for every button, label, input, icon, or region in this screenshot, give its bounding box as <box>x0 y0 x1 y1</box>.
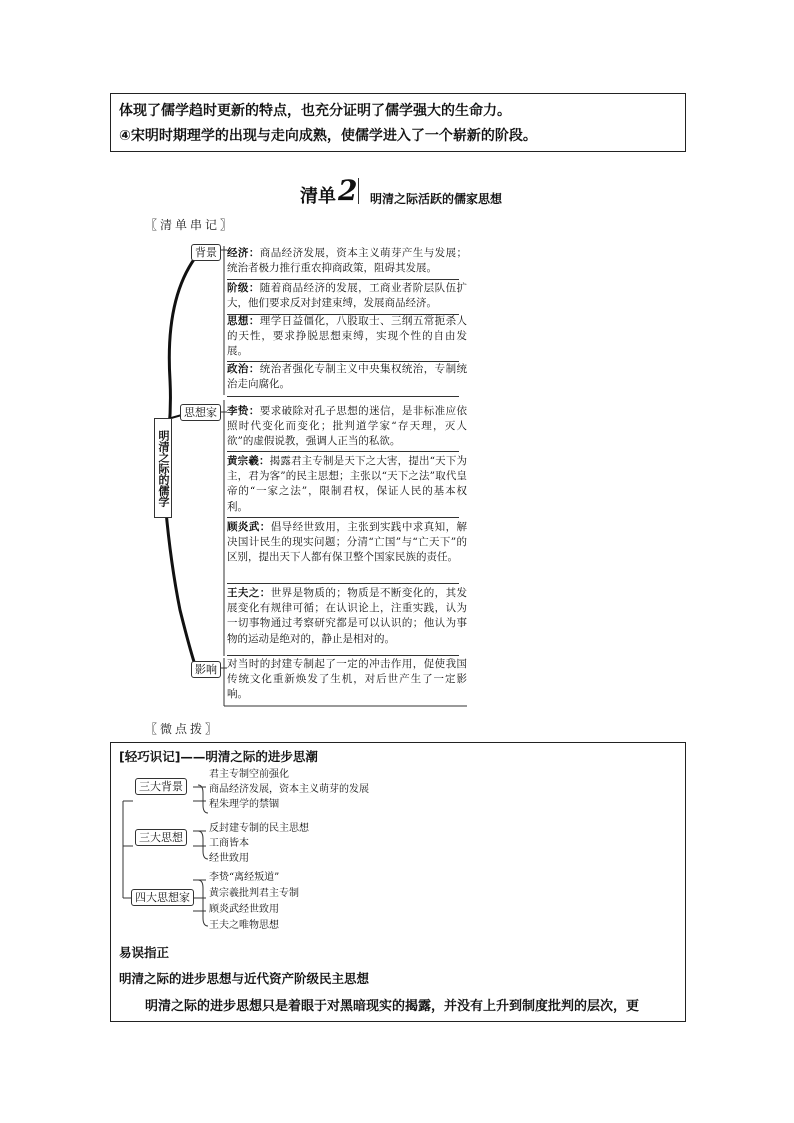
continuation-line-1: 体现了儒学趋时更新的特点，也充分证明了儒学强大的生命力。 <box>119 103 511 119</box>
list-header <box>300 174 540 208</box>
section-label-tip: 〖微点拨〗 <box>145 722 221 736</box>
tree-item: 黄宗羲批判君主专制 <box>209 888 299 899</box>
tip-title: [轻巧识记]——明清之际的进步思潮 <box>119 749 318 764</box>
background-politics: 政治：统治者强化专制主义中央集权统治，专制统治走向腐化。 <box>227 363 468 391</box>
tip-box <box>110 742 686 1022</box>
list-divider <box>358 178 359 204</box>
continuation-box <box>110 93 686 152</box>
influence-text: 对当时的封建专制起了一定的冲击作用，促使我国传统文化重新焕发了生机，对后世产生了一定影响。 <box>227 658 467 701</box>
thinker-wang-fuzhi: 王夫之：世界是物质的；物质是不断变化的，其发展变化有规律可循；在认识论上，注重实践，认为一切事物通过考察研究都是可以认识的；他认为事物的运动是绝对的，静止是相对的。 <box>227 587 468 645</box>
error-text: 明清之际的进步思想只是着眼于对黑暗现实的揭露，并没有上升到制度批判的层次，更 <box>145 999 640 1014</box>
tree-item: 王夫之唯物思想 <box>209 920 279 931</box>
background-class: 阶级：随着商品经济的发展，工商业者阶层队伍扩大，他们要求反对封建束缚，发展商品经济。 <box>227 282 468 310</box>
tree-node-thinkers: 四大思想家 <box>131 889 194 906</box>
error-title: 易误指正 <box>119 945 170 960</box>
list-prefix: 清单 <box>300 186 336 207</box>
tree-item: 程朱理学的禁锢 <box>209 799 279 810</box>
tree-item: 反封建专制的民主思想 <box>209 823 309 834</box>
background-thought: 思想：理学日益僵化，八股取士、三纲五常扼杀人的天性，要求挣脱思想束缚，实现个性的自由发展。 <box>227 315 468 358</box>
error-subtitle: 明清之际的进步思想与近代资产阶级民主思想 <box>119 971 370 986</box>
tree-node-backgrounds: 三大背景 <box>135 778 187 795</box>
tree-item: 君主专制空前强化 <box>209 769 289 780</box>
thinker-gu-yanwu: 顾炎武：倡导经世致用，主张到实践中求真知，解决国计民生的现实问题；分清“亡国”与“亡天下”的区别，提出天下人都有保卫整个国家民族的责任。 <box>227 521 468 564</box>
tree-item: 工商皆本 <box>209 838 249 849</box>
section-label-summary: 〖清单串记〗 <box>145 218 236 232</box>
tree-node-thoughts: 三大思想 <box>135 829 187 846</box>
tree-item: 商品经济发展，资本主义萌芽的发展 <box>209 784 369 795</box>
thinker-li-zhi: 李贽：要求破除对孔子思想的迷信，是非标准应依照时代变化而变化；批判道学家“存天理，灭人欲”的虚假说教，强调人正当的私欲。 <box>227 405 468 448</box>
tree-item: 顾炎武经世致用 <box>209 904 279 915</box>
list-number: 2 <box>338 174 358 207</box>
tag-influence: 影响 <box>191 661 221 678</box>
tip-tree-lines <box>111 743 685 943</box>
thinker-huang-zongxi: 黄宗羲：揭露君主专制是天下之大害，提出“天下为主，君为客”的民主思想；主张以“天下之法”取代皇帝的“一家之法”，限制君权，保证人民的基本权利。 <box>227 455 468 513</box>
tag-thinkers: 思想家 <box>180 404 221 421</box>
tree-item: 经世致用 <box>209 853 249 864</box>
tag-background: 背景 <box>191 244 221 261</box>
mindmap-center: 明清之际的儒学 <box>154 418 172 518</box>
list-title: 明清之际活跃的儒家思想 <box>370 192 503 206</box>
background-economy: 经济：商品经济发展，资本主义萌芽产生与发展；统治者极力推行重农抑商政策，阻碍其发展。 <box>227 247 468 275</box>
tree-item: 李贽“离经叛道” <box>209 872 280 883</box>
continuation-line-2: ④宋明时期理学的出现与走向成熟，使儒学进入了一个崭新的阶段。 <box>119 128 537 144</box>
